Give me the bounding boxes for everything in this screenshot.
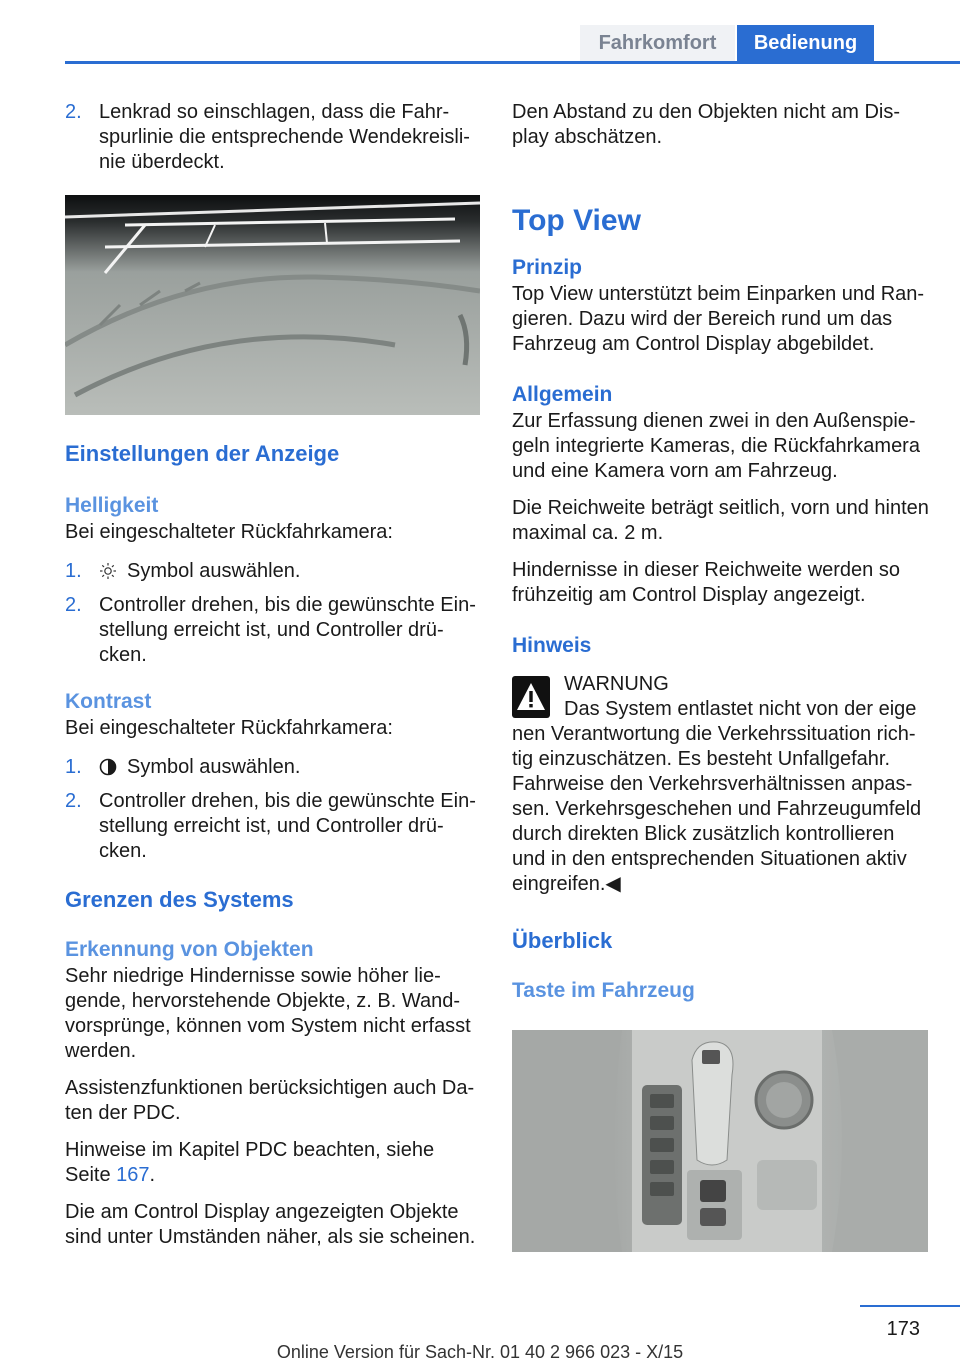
center-console-image	[512, 1030, 928, 1252]
tab-fahrkomfort[interactable]: Fahrkomfort	[580, 25, 735, 61]
warning-label: WARNUNG	[564, 673, 669, 695]
paragraph-text: .	[149, 1164, 156, 1186]
section-title-grenzen: Grenzen des Systems	[65, 887, 294, 912]
paragraph: Zur Erfassung dienen zwei in den Außenspiegeln integrierte Kameras, die Rückfahrkamera und eine Kamera vorn am Fahrzeug.	[512, 410, 920, 482]
list-number: 2.	[65, 790, 82, 812]
subsection-title-hinweis: Hinweis	[512, 634, 592, 657]
paragraph: Assistenzfunktionen berücksichtigen auch Daten der PDC.	[65, 1077, 475, 1124]
paragraph: Den Abstand zu den Objekten nicht am Display abschätzen.	[512, 101, 900, 148]
section-title-einstellungen: Einstellungen der Anzeige	[65, 441, 340, 466]
paragraph-text: Hinweise im Kapitel PDC beachten, siehe Seite	[65, 1139, 435, 1186]
left-column-main	[65, 440, 480, 1262]
list-text: Controller drehen, bis die gewünschte Einstellung erreicht ist, und Controller drücken.	[99, 790, 476, 862]
subsection-title-erkennung: Erkennung von Objekten	[65, 938, 314, 961]
list-text: Symbol auswählen.	[127, 756, 301, 778]
list-item	[65, 755, 480, 783]
subsection-title-prinzip: Prinzip	[512, 256, 583, 279]
kontrast-intro: Bei eingeschalteter Rückfahrkamera:	[65, 717, 393, 739]
list-number: 2.	[65, 594, 82, 616]
footer-rule	[860, 1305, 960, 1307]
list-text: Lenkrad so einschlagen, dass die Fahrspurlinie die entsprechende Wendekreislinie überdeckt.	[99, 101, 470, 173]
list-item	[65, 100, 480, 175]
list-number: 1.	[65, 560, 82, 582]
tab-bedienung[interactable]: Bedienung	[737, 25, 874, 61]
list-item	[65, 559, 480, 587]
section-title-ueberblick: Überblick	[512, 928, 613, 953]
list-text: Controller drehen, bis die gewünschte Einstellung erreicht ist, und Controller drücken.	[99, 594, 476, 666]
rear-camera-image	[65, 195, 480, 415]
subsection-title-helligkeit: Helligkeit	[65, 494, 159, 517]
header-rule	[65, 61, 960, 64]
paragraph	[65, 1138, 480, 1188]
subsection-title-taste: Taste im Fahrzeug	[512, 979, 695, 1002]
page-link[interactable]: 167	[116, 1164, 150, 1186]
warning-first-line: Das System entlastet nicht von der eige	[564, 698, 917, 720]
list-text: Symbol auswählen.	[127, 560, 301, 582]
page-number: 173	[886, 1318, 920, 1340]
contrast-icon	[99, 758, 117, 783]
subsection-title-kontrast: Kontrast	[65, 690, 152, 713]
warning-text: nen Verantwortung die Verkehrssituation richtig einzuschätzen. Es besteht Unfallgefahr. Fahrweise den Verkehrsverhältnissen anpassen. Verkehrsgeschehen und Fahrzeugumfeld durch direkten Blick zusätzlich kontrollieren und in den entsprechenden Situationen aktiv eingreifen.◀	[512, 723, 922, 895]
helligkeit-intro: Bei eingeschalteter Rückfahrkamera:	[65, 521, 393, 543]
paragraph: Die Reichweite beträgt seitlich, vorn und hinten maximal ca. 2 m.	[512, 497, 929, 544]
paragraph: Hindernisse in dieser Reichweite werden so frühzeitig am Control Display angezeigt.	[512, 559, 900, 606]
paragraph: Sehr niedrige Hindernisse sowie höher liegende, hervorstehende Objekte, z. B. Wandvorsprünge, können vom System nicht erfasst werden.	[65, 965, 471, 1062]
list-item	[65, 789, 480, 864]
warning-icon	[512, 676, 550, 718]
brightness-icon	[99, 562, 117, 587]
left-column-top	[65, 100, 480, 181]
list-number: 2.	[65, 101, 82, 123]
right-column	[512, 100, 930, 1005]
paragraph: Top View unterstützt beim Einparken und Rangieren. Dazu wird der Bereich rund um das Fahrzeug am Control Display abgebildet.	[512, 283, 925, 355]
paragraph: Die am Control Display angezeigten Objekte sind unter Umständen näher, als sie scheinen.	[65, 1201, 476, 1248]
chapter-title-top-view: Top View	[512, 204, 641, 237]
footer-online-version: Online Version für Sach-Nr. 01 40 2 966 023 - X/15	[276, 1342, 684, 1362]
list-item	[65, 593, 480, 668]
subsection-title-allgemein: Allgemein	[512, 383, 613, 406]
list-number: 1.	[65, 756, 82, 778]
